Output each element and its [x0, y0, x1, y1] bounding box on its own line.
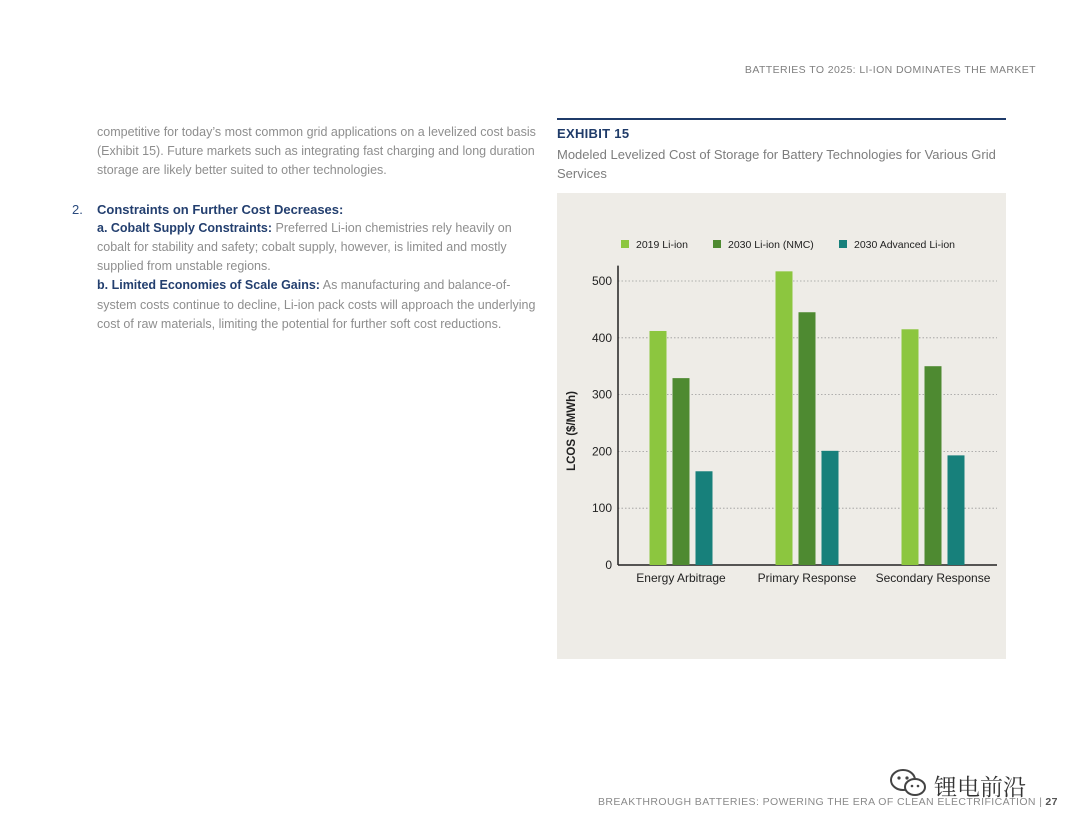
bar — [650, 331, 667, 565]
footer-text: BREAKTHROUGH BATTERIES: POWERING THE ERA OF CLEAN ELECTRIFICATION | — [598, 796, 1043, 808]
item-b-label: b. Limited Economies of Scale Gains: — [97, 278, 320, 293]
y-tick-label: 500 — [591, 274, 612, 288]
bar — [776, 271, 793, 565]
x-tick-label: Energy Arbitrage — [636, 571, 726, 585]
watermark — [888, 766, 1026, 805]
bar — [799, 312, 816, 565]
legend-label: 2030 Li-ion (NMC) — [728, 239, 814, 251]
x-tick-label: Primary Response — [757, 571, 857, 585]
chart-panel — [557, 193, 1006, 659]
list-number: 2. — [72, 201, 83, 217]
exhibit-heading — [557, 118, 1006, 183]
bar — [902, 329, 919, 565]
bar — [673, 378, 690, 565]
legend-label: 2019 Li-ion — [636, 239, 688, 251]
y-axis-label: LCOS ($/MWh) — [566, 391, 578, 471]
watermark-text: 锂电前沿 — [934, 775, 1026, 801]
exhibit-rule — [557, 118, 1006, 120]
x-tick-label: Secondary Response — [875, 571, 991, 585]
bar — [822, 451, 839, 565]
legend-swatch — [713, 240, 721, 248]
y-tick-label: 300 — [591, 387, 612, 402]
item-b-text: As manufacturing and balance-of-system costs continue to decline, Li-ion pack costs will approach the underlying cost of raw materials, limiting the potential for further soft cost reductions. — [97, 278, 536, 331]
list-item-a — [97, 219, 537, 277]
item-a-label: a. Cobalt Supply Constraints: — [97, 220, 273, 235]
y-tick-label: 0 — [605, 558, 612, 572]
y-tick-label: 400 — [591, 330, 612, 345]
list-item-b — [97, 276, 537, 334]
legend-swatch — [839, 240, 847, 248]
legend-label: 2030 Advanced Li-ion — [854, 239, 955, 251]
running-header: BATTERIES TO 2025: LI-ION DOMINATES THE MARKET — [744, 64, 1036, 76]
bar — [948, 455, 965, 565]
bar — [925, 366, 942, 565]
bar — [696, 471, 713, 565]
y-tick-label: 100 — [591, 501, 612, 516]
intro-paragraph: competitive for today’s most common grid applications on a levelized cost basis (Exhibit 15). Future markets such as integrating fast charging and long duration storage are likely better suited to other technologies. — [97, 125, 536, 178]
body-text-column — [72, 123, 537, 334]
list-title: Constraints on Further Cost Decreases: — [97, 201, 344, 217]
item-a-text: Preferred Li-ion chemistries rely heavily on cobalt for stability and safety; cobalt supply, however, is limited and mostly supplied from unstable regions. — [97, 220, 512, 274]
exhibit-label: EXHIBIT 15 — [557, 125, 630, 141]
constraints-list — [72, 200, 537, 334]
exhibit-subtitle: Modeled Levelized Cost of Storage for Battery Technologies for Various Grid Services — [557, 146, 996, 181]
legend-swatch — [621, 240, 629, 248]
bar-chart — [557, 193, 1006, 659]
y-tick-label: 200 — [591, 444, 612, 459]
page-number: 27 — [1045, 796, 1058, 808]
wechat-icon — [888, 766, 928, 805]
